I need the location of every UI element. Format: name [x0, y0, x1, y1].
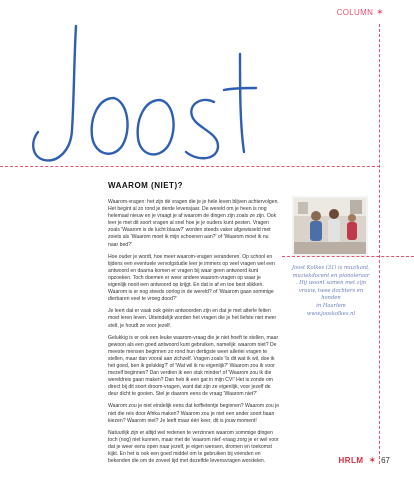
right-dashed-guide [379, 24, 380, 464]
author-photo [292, 196, 368, 256]
star-icon: ✶ [368, 455, 377, 465]
paragraph: Je leert dat er vaak ook géén antwoorden zijn en dat je met alterle feiten moet leren leven. Uiteindelijk worden het vragen die je het liefste niet meer stelt, je houdt ze voor jezelf. [108, 308, 277, 329]
article-body [108, 199, 280, 470]
caption-line: Joost Kolkes (31) is muzikant, [292, 265, 370, 271]
column-label [337, 8, 384, 17]
star-icon: ✶ [376, 7, 384, 17]
hrlm-logo: HRLM [338, 456, 364, 465]
photo-illustration [294, 198, 366, 254]
caption-line: in Haarlem [316, 302, 346, 309]
paragraph: Natuurlijk zijn er altijd wel redenen te verzinnen waarom sommige dingen toch (nog) niet kunnen, maar met de 'waarom niet'-vraag zorg je er wel voor dat je weer eens open naar jezelf, je eigen wensen, dromen en toekomst kijkt. En het is ook een goed middel om te gebruiken bij vrienden en bekenden die om de zoveel tijd met dezelfde levensvragen worstelen. [108, 429, 279, 465]
caption-line: vrouw, twee dochters en honden [298, 287, 364, 302]
caption-dashed-rule [282, 256, 414, 257]
caption-line: muziekdocent en pianoleraar [292, 272, 370, 279]
caption-website: www.jooskolkes.nl [306, 310, 356, 317]
author-caption [290, 265, 372, 318]
paragraph: Hoe ouder je wordt, hoe meer waarom-vragen veranderen. Op school en tijdens een eventuele vervolgstudie leer je immers op veel vragen wel een antwoord en daarna komen er vragen bij waar geen antwoord kunt opzoeken. Toch doemen er weer andere waarom-vragen op waar je eigenlijk nooit een antwoord op krijgt. En dat is af en toe best slikken. Waarom is er nog steeds oorlog in de wereld? of 'Waarom gaan sommige dierbaren veel te vroeg dood?' [108, 253, 275, 303]
page-footer [338, 455, 390, 466]
article-heading: WAAROM (NIET)? [108, 181, 183, 190]
handwritten-title-joost [18, 20, 258, 170]
column-label-text: COLUMN [336, 8, 374, 17]
caption-line: . Hij woont samen met zijn [295, 280, 367, 287]
paragraph: Waarom-vragen: het zijn dé vragen die je je hele leven blijven achtervolgen. Het begint al zo rond je derde levensjaar. De wereld om je heen is nog helemaal nieuw en je vraagt je af waarom de dingen zijn zoals ze zijn. Ook leer je met dit soort vragen al snel hoe je je ouders kunt pesten. Vragen zoals 'Waarom is de lucht blauw?' worden steeds vaker afgewisseld met zoiets als 'Waarom moet ik mijn schoenen aan?' of 'Waarom moet ik nu naar bed?' [108, 199, 279, 248]
paragraph: Waarom zou je niet eindelijk eens dat koffietentje beginnen? Waarom zou je niet die reis door Afrika maken? Waarom zou je niet een ander soort baan kiezen? Waarom niet? Je leeft maar één keer, dit is jouw moment! [108, 403, 280, 424]
paragraph: Gelukkig is er ook een leuke waarom-vraag die je niet hoeft te stellen, maar gewoon als een goed antwoord kunt gebruiken, namelijk: waarom niet? De meeste mensen beginnen zo rond hun dertigste weer allerlei vragen te stellen, maar dan vooral aan zichzelf. Vragen zoals 'Is dit wat ik wil, doe ik het goed, ben ik gelukkig?' of 'Wat wil ik nu eigenlijk?' Waarom zou ik voor mezelf beginnen? Dan verdien ik een stuk minder! of 'Waarom zou ik die wereldreis gaan maken? Dan heb ik een gat in mijn CV!' Het is zonde om direct bij dit soort droom-vragen, want dat zijn ze eigenlijk, voor jezelf de deur dicht te gooien. Stel je daarom eens de vraag 'Waarom niet?' [108, 334, 279, 398]
page-number: 67 [381, 456, 390, 465]
